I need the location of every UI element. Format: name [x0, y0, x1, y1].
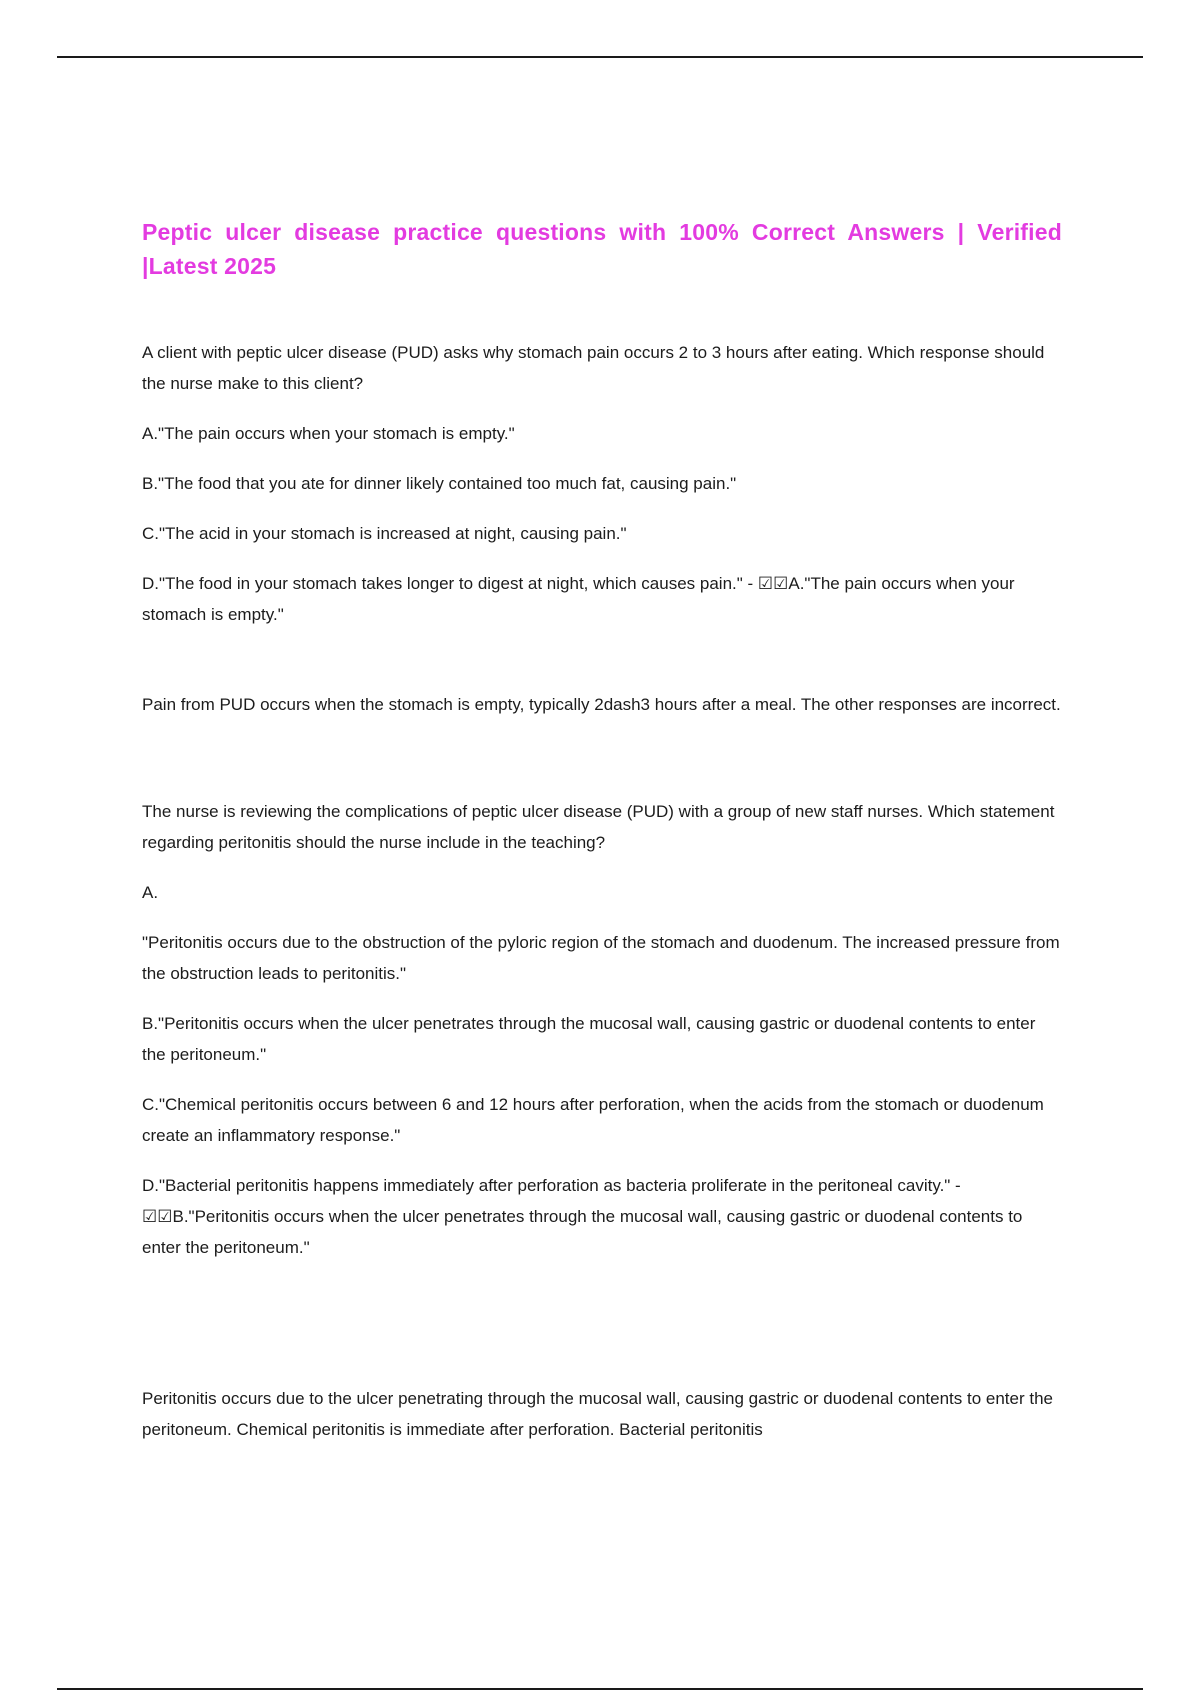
q2-option-a: "Peritonitis occurs due to the obstruction of the pyloric region of the stomach and duodenum. The increased pressure from the obstruction leads to peritonitis."	[142, 933, 1060, 983]
q1-rationale: Pain from PUD occurs when the stomach is empty, typically 2dash3 hours after a meal. The other responses are incorrect.	[142, 695, 1061, 714]
top-rule	[57, 56, 1143, 58]
document-body	[142, 215, 1062, 1464]
q2-option-a-label: A.	[142, 883, 159, 902]
q2-rationale: Peritonitis occurs due to the ulcer penetrating through the mucosal wall, causing gastric or duodenal contents to enter the peritoneum. Chemical peritonitis is immediate after perforation. Bacterial peritonitis	[142, 1389, 1053, 1439]
q2-option-d-answer: D."Bacterial peritonitis happens immediately after perforation as bacteria proliferate in the peritoneal cavity." - ☑☑B."Peritonitis occurs when the ulcer penetrates through the mucosal wall, causing gastric or duodenal contents to enter the peritoneum."	[142, 1176, 1023, 1257]
q2-option-c: C."Chemical peritonitis occurs between 6 and 12 hours after perforation, when the acids from the stomach or duodenum create an inflammatory response."	[142, 1095, 1044, 1145]
q2-stem: The nurse is reviewing the complications of peptic ulcer disease (PUD) with a group of new staff nurses. Which statement regarding peritonitis should the nurse include in the teaching?	[142, 802, 1055, 852]
q1-option-b: B."The food that you ate for dinner likely contained too much fat, causing pain."	[142, 474, 737, 493]
q1-stem: A client with peptic ulcer disease (PUD) asks why stomach pain occurs 2 to 3 hours after eating. Which response should the nurse make to this client?	[142, 343, 1045, 393]
q1-option-d-answer: D."The food in your stomach takes longer to digest at night, which causes pain." - ☑☑A."The pain occurs when your stomach is empty."	[142, 574, 1015, 624]
q1-option-c: C."The acid in your stomach is increased at night, causing pain."	[142, 524, 627, 543]
document-title: Peptic ulcer disease practice questions with 100% Correct Answers | Verified |Latest 2025	[142, 219, 1062, 279]
q1-option-a: A."The pain occurs when your stomach is empty."	[142, 424, 515, 443]
q2-option-b: B."Peritonitis occurs when the ulcer penetrates through the mucosal wall, causing gastric or duodenal contents to enter the peritoneum."	[142, 1014, 1036, 1064]
bottom-rule	[57, 1688, 1143, 1690]
